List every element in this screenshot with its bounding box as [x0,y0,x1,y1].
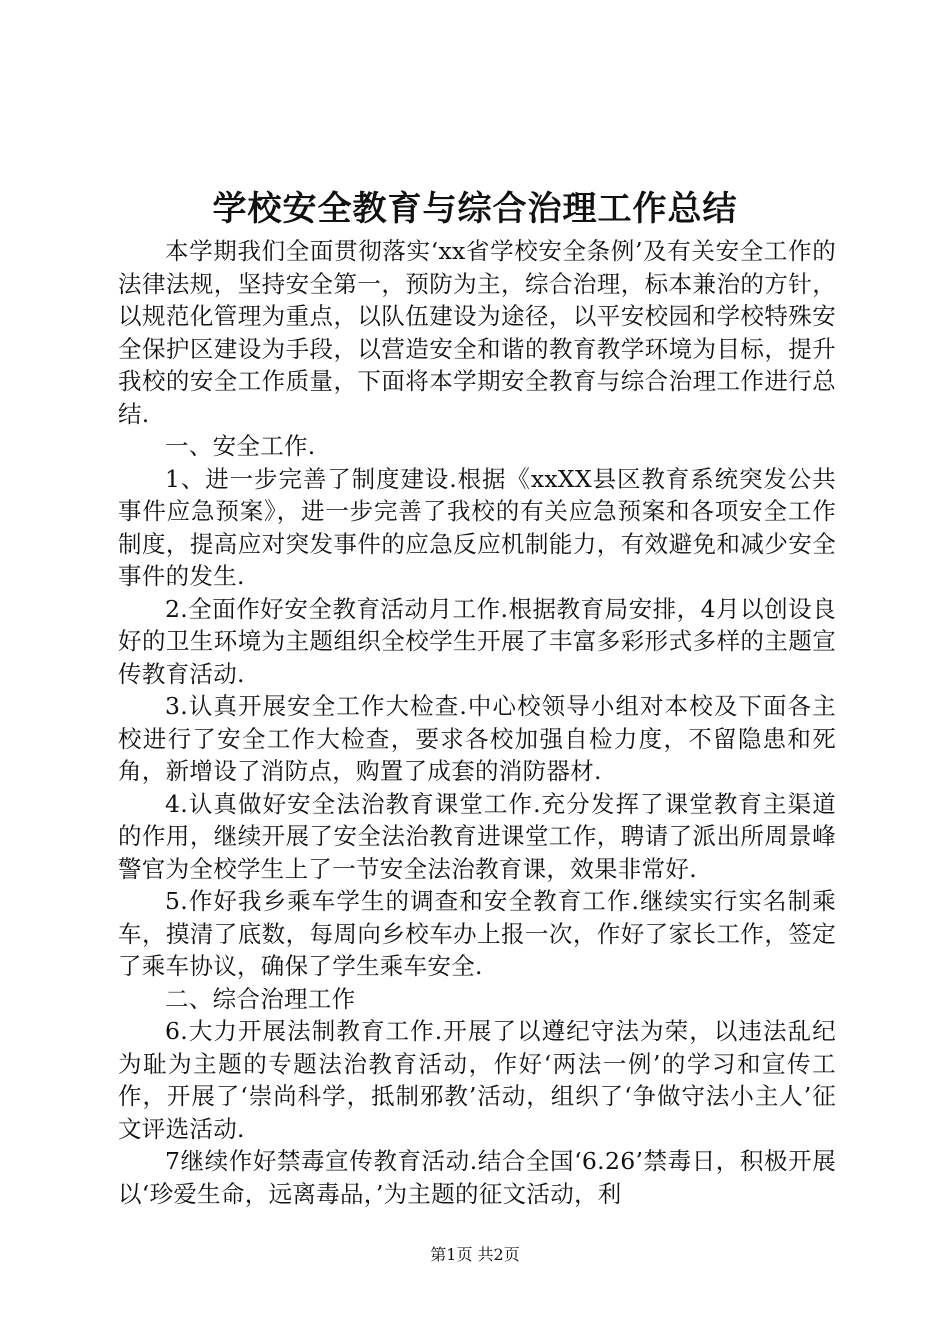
section-heading-governance: 二、综合治理工作 [165,984,356,1013]
paragraph-item-2: 2.全面作好安全教育活动月工作.根据教育局安排，4月以创设良好的卫生环境为主题组织全校学生开展了丰富多彩形式多样的主题宣传教育活动. [118,594,836,688]
paragraph-item-1: 1、进一步完善了制度建设.根据《xxXX县区教育系统突发公共事件应急预案》，进一步完善了我校的有关应急预案和各项安全工作制度，提高应对突发事件的应急反应机制能力，有效避免和减少安全事件的发生. [118,464,836,590]
paragraph-intro: 本学期我们全面贯彻落实‘xx省学校安全条例’及有关安全工作的法律法规，坚持安全第一，预防为主，综合治理，标本兼治的方针，以规范化管理为重点，以队伍建设为途径，以平安校园和学校特殊安全保护区建设为手段，以营造安全和谐的教育教学环境为目标，提升我校的安全工作质量，下面将本学期安全教育与综合治理工作进行总结. [118,237,836,428]
paragraph-item-6: 6.大力开展法制教育工作.开展了以遵纪守法为荣，以违法乱纪为耻为主题的专题法治教育活动，作好‘两法一例’的学习和宣传工作，开展了‘崇尚科学，抵制邪教’活动，组织了‘争做守法小主人’征文评选活动. [118,1017,836,1143]
section-heading-safety: 一、安全工作. [165,432,316,460]
paragraph-item-5: 5.作好我乡乘车学生的调查和安全教育工作.继续实行实名制乘车，摸清了底数，每周向乡校车办上报一次，作好了家长工作，签定了乘车协议，确保了学生乘车安全. [118,887,836,980]
paragraph-item-3: 3.认真开展安全工作大检查.中心校领导小组对本校及下面各主校进行了安全工作大检查，要求各校加强自检力度，不留隐患和死角，新增设了消防点，购置了成套的消防器材. [118,692,836,785]
page-footer: 第1页 共2页 [430,1245,520,1264]
paragraph-item-7: 7继续作好禁毒宣传教育活动.结合全国‘6.26’禁毒日，积极开展以‘珍爱生命，远离毒品，’为主题的征文活动，利 [118,1147,836,1208]
document-title: 学校安全教育与综合治理工作总结 [212,189,738,229]
document-body [118,235,836,1210]
paragraph-item-4: 4.认真做好安全法治教育课堂工作.充分发挥了课堂教育主渠道的作用，继续开展了安全法治教育进课堂工作，聘请了派出所周景峰警官为全校学生上了一节安全法治教育课，效果非常好. [118,789,836,883]
